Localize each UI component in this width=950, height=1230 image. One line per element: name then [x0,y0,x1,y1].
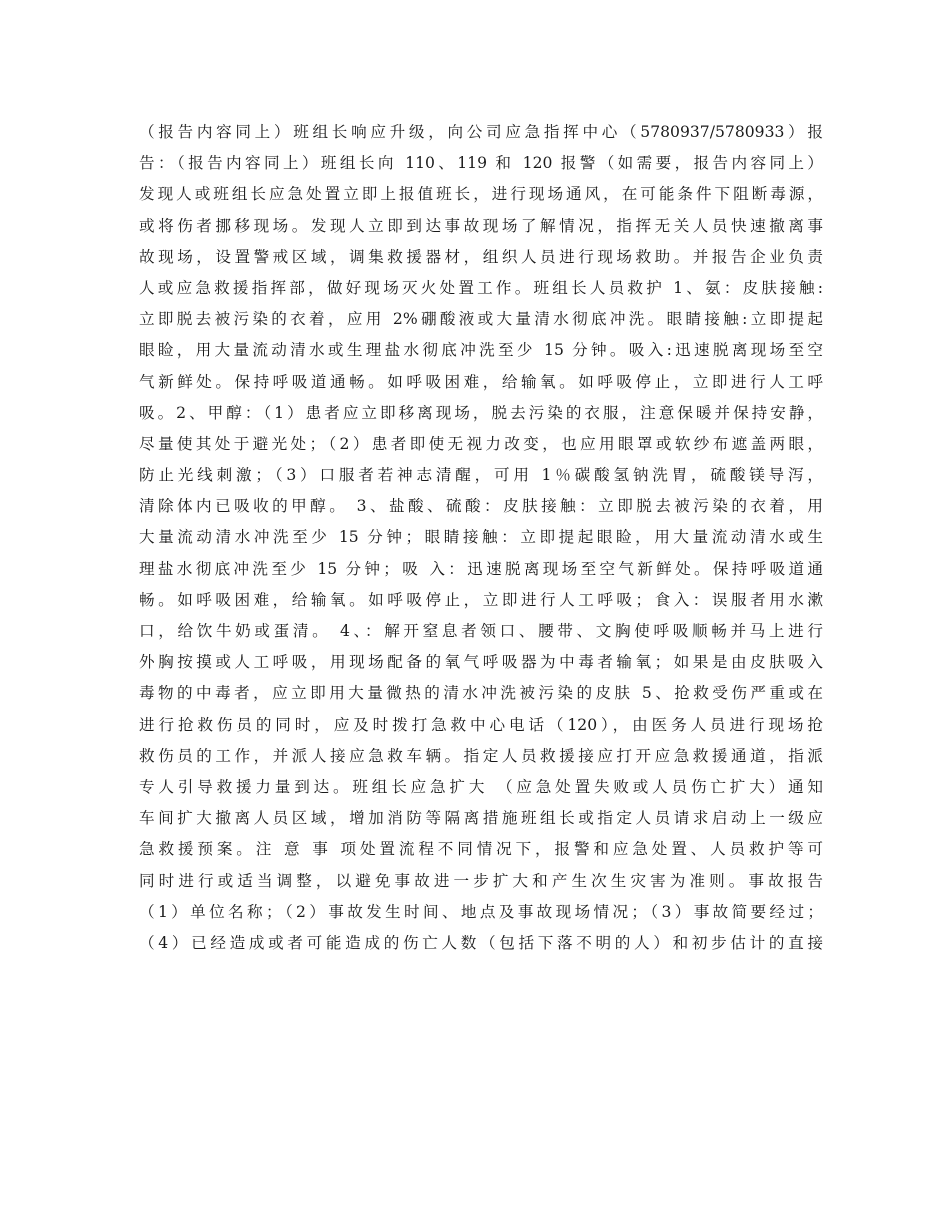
text-line: 眼睑，用大量流动清水或生理盐水彻底冲洗至少 15 分钟。吸入:迅速脱离现场至空 [139,341,823,360]
text-line: 发现人或班组长应急处置立即上报值班长，进行现场通风，在可能条件下阻断毒源， [139,185,823,204]
text-line: 或将伤者挪移现场。发现人立即到达事故现场了解情况，指挥无关人员快速撤离事 [139,216,823,235]
text-line: 尽量使其处于避光处；（2）患者即使无视力改变，也应用眼罩或软纱布遮盖两眼， [139,434,823,453]
text-line: 畅。如呼吸困难，给输氧。如呼吸停止，立即进行人工呼吸；食入：误服者用水漱 [139,590,823,609]
text-line: 清除体内已吸收的甲醇。 3、盐酸、硫酸：皮肤接触：立即脱去被污染的衣着，用 [139,497,823,516]
text-line: 防止光线刺激；（3）口服者若神志清醒，可用 1％碳酸氢钠洗胃，硫酸镁导泻， [139,466,823,485]
text-line: 人或应急救援指挥部，做好现场灭火处置工作。班组长人员救护 1、氨：皮肤接触: [139,278,823,297]
text-line: 立即脱去被污染的衣着，应用 2%硼酸液或大量清水彻底冲洗。眼睛接触:立即提起 [139,310,823,329]
text-line: 告：（报告内容同上）班组长向 110、119 和 120 报警（如需要，报告内容同上） [139,154,823,173]
text-line: （4）已经造成或者可能造成的伤亡人数（包括下落不明的人）和初步估计的直接 [139,933,823,952]
text-line: （报告内容同上）班组长响应升级，向公司应急指挥中心（5780937/5780933）报 [139,123,823,141]
text-line: 专人引导救援力量到达。班组长应急扩大 （应急处置失败或人员伤亡扩大）通知 [139,777,823,796]
text-line: 理盐水彻底冲洗至少 15 分钟；吸 入：迅速脱离现场至空气新鲜处。保持呼吸道通 [139,559,823,578]
text-line: 外胸按摸或人工呼吸，用现场配备的氧气呼吸器为中毒者输氧；如果是由皮肤吸入 [139,653,823,672]
text-line: 故现场，设置警戒区域，调集救援器材，组织人员进行现场救助。并报告企业负责 [139,247,823,266]
text-line: 同时进行或适当调整，以避免事故进一步扩大和产生次生灾害为准则。事故报告 [139,871,823,890]
text-line: 毒物的中毒者，应立即用大量微热的清水冲洗被污染的皮肤 5、抢救受伤严重或在 [139,684,823,703]
text-line: 车间扩大撤离人员区域，增加消防等隔离措施班组长或指定人员请求启动上一级应 [139,809,823,828]
text-line: 气新鲜处。保持呼吸道通畅。如呼吸困难，给输氧。如呼吸停止，立即进行人工呼 [139,372,823,391]
body-text [139,117,823,959]
text-line: 吸。2、甲醇：（1）患者应立即移离现场，脱去污染的衣服，注意保暖并保持安静， [139,403,823,422]
text-line: 救伤员的工作，并派人接应急救车辆。指定人员救援接应打开应急救援通道，指派 [139,746,823,765]
text-line: 急救援预案。注 意 事 项处置流程不同情况下，报警和应急处置、人员救护等可 [139,840,823,859]
text-line: 口，给饮牛奶或蛋清。 4、：解开窒息者领口、腰带、文胸使呼吸顺畅并马上进行 [139,622,823,640]
text-line: 大量流动清水冲洗至少 15 分钟；眼睛接触：立即提起眼睑，用大量流动清水或生 [139,528,823,547]
text-line: （1）单位名称；（2）事故发生时间、地点及事故现场情况；（3）事故简要经过； [139,902,823,921]
text-line: 进行抢救伤员的同时，应及时拨打急救中心电话（120），由医务人员进行现场抢 [139,715,823,734]
